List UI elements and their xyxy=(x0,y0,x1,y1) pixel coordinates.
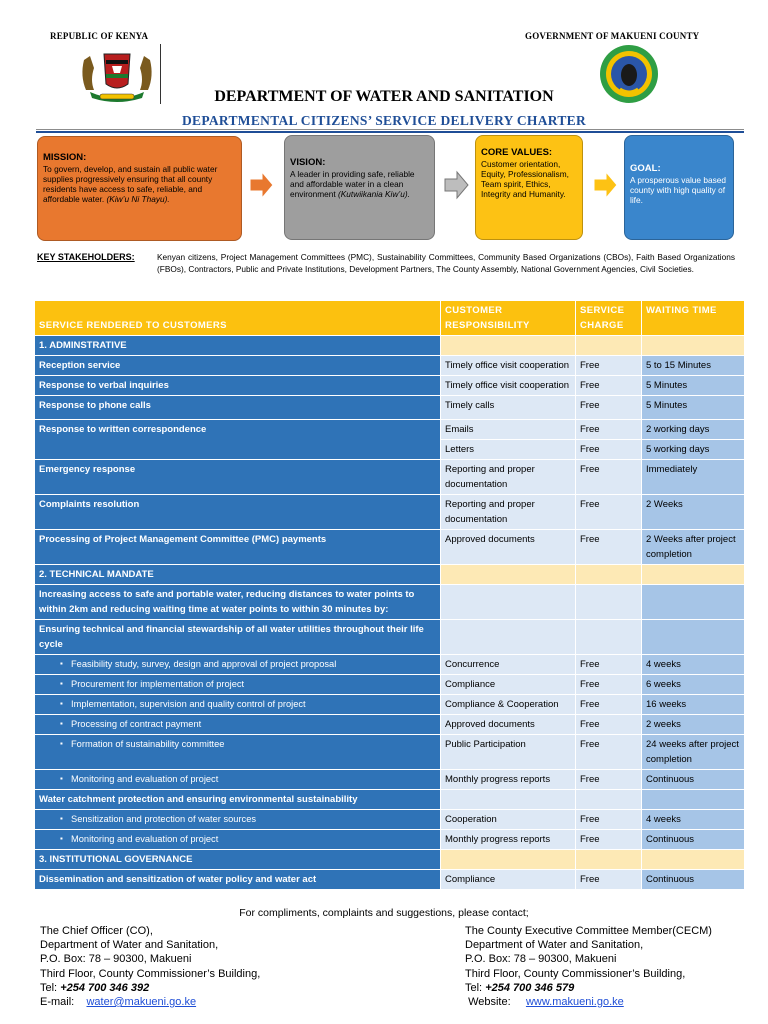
section-technical-mandate: 2. TECHNICAL MANDATE xyxy=(35,565,441,585)
responsibility-cell: Compliance xyxy=(441,675,576,695)
goal-heading: GOAL: xyxy=(630,163,661,174)
section-row xyxy=(35,336,745,356)
table-row xyxy=(35,495,745,530)
table-row xyxy=(35,830,745,850)
contact-line: Department of Water and Sanitation, xyxy=(40,939,219,952)
contact-heading: For compliments, complaints and suggestions, please contact; xyxy=(239,907,529,919)
time-cell: Continuous xyxy=(642,830,745,850)
email-link[interactable]: water@makueni.go.ke xyxy=(86,996,197,1009)
page-subtitle: DEPARTMENTAL CITIZENS’ SERVICE DELIVERY CHARTER xyxy=(181,113,587,128)
service-cell: ▪ Monitoring and evaluation of project xyxy=(35,830,441,850)
service-cell: Increasing access to safe and portable water, reducing distances to water points to within 2km and reducing waiting time at water points to within 30 minutes by: xyxy=(35,585,441,620)
republic-of-kenya-label: REPUBLIC OF KENYA xyxy=(50,31,149,41)
table-row xyxy=(35,530,745,565)
table-row xyxy=(35,695,745,715)
vision-box xyxy=(284,135,435,240)
table-row xyxy=(35,715,745,735)
responsibility-cell: Timely calls xyxy=(441,396,576,420)
time-cell: 2 working days xyxy=(642,420,745,440)
charge-cell: Free xyxy=(576,396,642,420)
table-row xyxy=(35,735,745,770)
mission-box xyxy=(37,136,242,241)
time-cell: 4 weeks xyxy=(642,810,745,830)
service-charter-table xyxy=(34,300,745,890)
website-link[interactable]: www.makueni.go.ke xyxy=(525,996,624,1009)
time-cell: Immediately xyxy=(642,460,745,495)
time-cell: 6 weeks xyxy=(642,675,745,695)
header-responsibility: CUSTOMER RESPONSIBILITY xyxy=(441,301,576,336)
contact-line: P.O. Box: 78 – 90300, Makueni xyxy=(465,953,617,966)
service-cell: Emergency response xyxy=(35,460,441,495)
time-cell: 16 weeks xyxy=(642,695,745,715)
service-cell: ▪ Monitoring and evaluation of project xyxy=(35,770,441,790)
title-rule-thin xyxy=(36,129,744,130)
table-row xyxy=(35,790,745,810)
mission-text: To govern, develop, and sustain all public water supplies progressively ensuring that all county residents have access to safe, reliable, and affordable water. (Kiw’u Ni Thayu). xyxy=(43,164,218,204)
charge-cell: Free xyxy=(576,356,642,376)
arrow-right-icon xyxy=(592,170,618,200)
service-cell: ▪ Feasibility study, survey, design and approval of project proposal xyxy=(35,655,441,675)
vision-heading: VISION: xyxy=(290,157,326,168)
charge-cell: Free xyxy=(576,655,642,675)
table-row xyxy=(35,655,745,675)
phone-number: +254 700 346 579 xyxy=(485,981,575,994)
charge-cell: Free xyxy=(576,870,642,890)
table-header-row xyxy=(35,301,745,336)
cecm-contact xyxy=(465,924,712,1009)
service-cell: Processing of Project Management Committee (PMC) payments xyxy=(35,530,441,565)
responsibility-cell: Public Participation xyxy=(441,735,576,770)
table-row xyxy=(35,376,745,396)
header-charge: SERVICE CHARGE xyxy=(576,301,642,336)
contact-tel: Tel: +254 700 346 579 xyxy=(465,981,575,994)
vision-quote: (Kutwiikania Kiw’u). xyxy=(337,189,410,199)
arrow-right-icon xyxy=(248,170,274,200)
service-cell: ▪ Implementation, supervision and quality control of project xyxy=(35,695,441,715)
phone-number: +254 700 346 392 xyxy=(60,981,150,994)
responsibility-cell: Compliance xyxy=(441,870,576,890)
contact-line: Third Floor, County Commissioner’s Building, xyxy=(40,967,261,980)
stakeholders-label: KEY STAKEHOLDERS: xyxy=(37,252,135,262)
core-values-box xyxy=(475,135,583,240)
table-row xyxy=(35,770,745,790)
header-service: SERVICE RENDERED TO CUSTOMERS xyxy=(35,301,441,336)
service-cell: ▪ Processing of contract payment xyxy=(35,715,441,735)
charge-cell: Free xyxy=(576,695,642,715)
contact-line: Third Floor, County Commissioner’s Building, xyxy=(465,967,686,980)
charge-cell: Free xyxy=(576,810,642,830)
service-cell: Response to phone calls xyxy=(35,396,441,420)
responsibility-cell: Cooperation xyxy=(441,810,576,830)
page-title: DEPARTMENT OF WATER AND SANITATION xyxy=(214,88,554,105)
time-cell: 4 weeks xyxy=(642,655,745,675)
responsibility-cell: Concurrence xyxy=(441,655,576,675)
contact-line: P.O. Box: 78 – 90300, Makueni xyxy=(40,953,192,966)
service-cell: ▪ Sensitization and protection of water sources xyxy=(35,810,441,830)
core-values-text: Customer orientation, Equity, Professionalism, Team spirit, Ethics, Integrity and Humanity. xyxy=(481,159,569,199)
charge-cell: Free xyxy=(576,715,642,735)
table-row xyxy=(35,356,745,376)
responsibility-cell: Compliance & Cooperation xyxy=(441,695,576,715)
charge-cell: Free xyxy=(576,460,642,495)
contact-website: Website: www.makueni.go.ke xyxy=(468,996,624,1009)
time-cell: 5 Minutes xyxy=(642,376,745,396)
mission-quote: (Kiw’u Ni Thayu). xyxy=(106,194,170,204)
service-cell: Reception service xyxy=(35,356,441,376)
responsibility-cell: Timely office visit cooperation xyxy=(441,376,576,396)
core-values-heading: CORE VALUES: xyxy=(481,147,553,158)
responsibility-cell: Approved documents xyxy=(441,715,576,735)
responsibility-cell: Reporting and proper documentation xyxy=(441,495,576,530)
charge-cell: Free xyxy=(576,420,642,440)
charge-cell: Free xyxy=(576,530,642,565)
charge-cell: Free xyxy=(576,735,642,770)
charge-cell: Free xyxy=(576,675,642,695)
responsibility-cell: Timely office visit cooperation xyxy=(441,356,576,376)
contact-line: The County Executive Committee Member(CECM) xyxy=(465,925,712,937)
time-cell: 5 working days xyxy=(642,440,745,460)
contact-email: E-mail: water@makueni.go.ke xyxy=(40,996,197,1009)
service-cell: Ensuring technical and financial stewardship of all water utilities throughout their life cycle xyxy=(35,620,441,655)
goal-text: A prosperous value based county with high quality of life. xyxy=(630,175,726,205)
arrow-right-icon xyxy=(443,170,469,200)
time-cell: 5 Minutes xyxy=(642,396,745,420)
goal-box xyxy=(624,135,734,240)
table-row xyxy=(35,675,745,695)
contact-line: Department of Water and Sanitation, xyxy=(465,939,644,952)
charge-cell: Free xyxy=(576,770,642,790)
table-row xyxy=(35,870,745,890)
responsibility-cell: Letters xyxy=(441,440,576,460)
service-cell: Complaints resolution xyxy=(35,495,441,530)
contact-tel: Tel: +254 700 346 392 xyxy=(40,981,150,994)
time-cell: 5 to 15 Minutes xyxy=(642,356,745,376)
time-cell: 2 weeks xyxy=(642,715,745,735)
table-row xyxy=(35,810,745,830)
section-institutional-governance: 3. INSTITUTIONAL GOVERNANCE xyxy=(35,850,441,870)
makueni-government-label: GOVERNMENT OF MAKUENI COUNTY xyxy=(525,31,700,41)
time-cell: 2 Weeks xyxy=(642,495,745,530)
service-cell: Response to verbal inquiries xyxy=(35,376,441,396)
service-cell: ▪ Procurement for implementation of project xyxy=(35,675,441,695)
time-cell: Continuous xyxy=(642,770,745,790)
service-cell: Water catchment protection and ensuring environmental sustainability xyxy=(35,790,441,810)
vision-text: A leader in providing safe, reliable and affordable water in a clean environment (Kutwiikania Kiw’u). xyxy=(290,169,415,199)
service-cell: Dissemination and sensitization of water policy and water act xyxy=(35,870,441,890)
charge-cell: Free xyxy=(576,440,642,460)
time-cell: 2 Weeks after project completion xyxy=(642,530,745,565)
charge-cell: Free xyxy=(576,376,642,396)
time-cell: 24 weeks after project completion xyxy=(642,735,745,770)
chief-officer-contact xyxy=(40,924,260,1009)
section-row xyxy=(35,565,745,585)
responsibility-cell: Monthly progress reports xyxy=(441,830,576,850)
section-row xyxy=(35,850,745,870)
table-row xyxy=(35,420,745,440)
responsibility-cell: Emails xyxy=(441,420,576,440)
table-row xyxy=(35,620,745,655)
service-cell: ▪ Formation of sustainability committee xyxy=(35,735,441,770)
charge-cell: Free xyxy=(576,495,642,530)
table-row xyxy=(35,585,745,620)
contact-line: The Chief Officer (CO), xyxy=(40,925,153,937)
responsibility-cell: Approved documents xyxy=(441,530,576,565)
responsibility-cell: Monthly progress reports xyxy=(441,770,576,790)
table-row xyxy=(35,460,745,495)
charge-cell: Free xyxy=(576,830,642,850)
table-row xyxy=(35,396,745,420)
section-administrative: 1. ADMINSTRATIVE xyxy=(35,336,441,356)
time-cell: Continuous xyxy=(642,870,745,890)
header-waiting-time: WAITING TIME xyxy=(642,301,745,336)
mission-heading: MISSION: xyxy=(43,152,87,163)
stakeholders-text: Kenyan citizens, Project Management Committees (PMC), Sustainability Committees, Community Based Organizations (CBOs), Faith Based Organizations (FBOs), Contractors, Public and Private Institutions, Development Partners, The County Assembly, National Government Agencies, Civil Societies. xyxy=(157,252,735,274)
title-rule-thick xyxy=(36,131,744,133)
responsibility-cell: Reporting and proper documentation xyxy=(441,460,576,495)
service-cell: Response to written correspondence xyxy=(35,420,441,460)
